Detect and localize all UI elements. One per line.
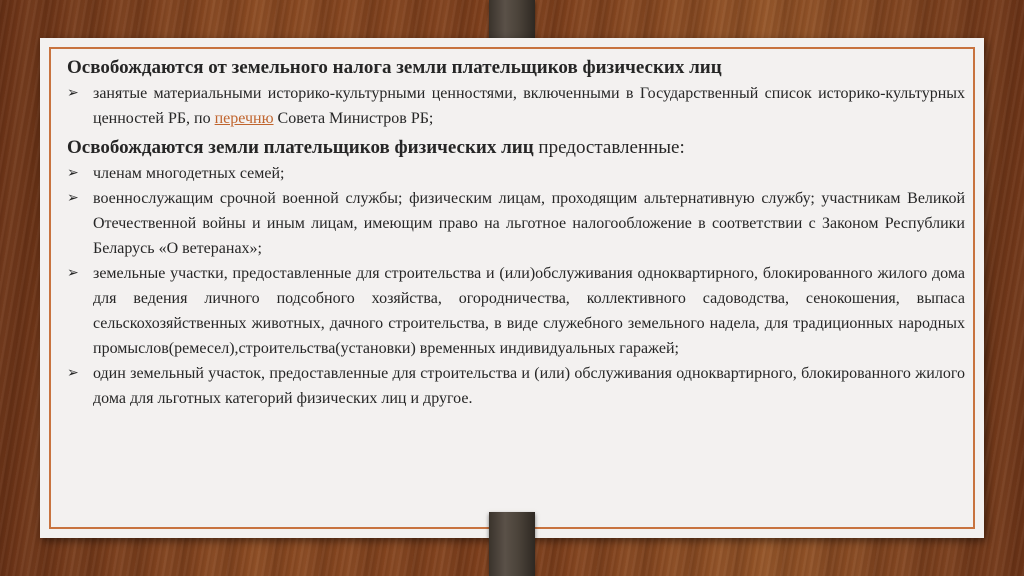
binder-clip-bottom [489, 512, 535, 576]
slide-paper [40, 38, 984, 538]
list-item [67, 261, 965, 361]
list-item-text: военнослужащим срочной военной службы; физическим лицам, проходящим альтернативную службу; участникам Великой Отечественной войны и иным лицам, имеющим право на льготное налогообложение в соответствии с Законом Республики Беларусь «О ветеранах»; [93, 190, 965, 257]
heading2-normal: предоставленные: [533, 137, 685, 158]
list-item-text: земельные участки, предоставленные для строительства и (или)обслуживания одноквартирного, блокированного жилого дома для ведения личного подсобного хозяйства, огородничества, коллективного садоводства, сенокошения, выпаса сельскохозяйственных животных, дачного строительства, в виде служебного земельного надела, для традиционных народных промыслов(ремесел),строительства(установки) временных индивидуальных гаражей; [93, 265, 965, 357]
arrow-bullet-icon: ➢ [67, 166, 79, 181]
slide-content [67, 55, 965, 411]
arrow-bullet-icon: ➢ [67, 86, 79, 101]
link-perechnyu[interactable]: перечню [214, 110, 274, 127]
arrow-bullet-icon: ➢ [67, 191, 79, 206]
item-text-before-link: занятые материальными историко-культурными ценностями, включенными в Государственный список историко-культурных ценностей РБ, по [93, 85, 965, 127]
arrow-bullet-icon: ➢ [67, 366, 79, 381]
heading2-bold: Освобождаются земли плательщиков физических лиц [67, 137, 534, 158]
list-item [67, 186, 965, 261]
list-item-cultural-values [67, 81, 965, 131]
list-item-text: один земельный участок, предоставленные для строительства и (или) обслуживания одноквартирного, блокированного жилого дома для льготных категорий физических лиц и другое. [93, 365, 965, 407]
list-item [67, 161, 965, 186]
list-item [67, 361, 965, 411]
item-text-after-link: Совета Министров РБ; [273, 110, 434, 127]
heading-exempt-land-tax: Освобождаются от земельного налога земли плательщиков физических лиц [67, 57, 722, 78]
arrow-bullet-icon: ➢ [67, 266, 79, 281]
list-item-text: членам многодетных семей; [93, 165, 285, 182]
heading-exempt-lands-provided [67, 135, 965, 161]
